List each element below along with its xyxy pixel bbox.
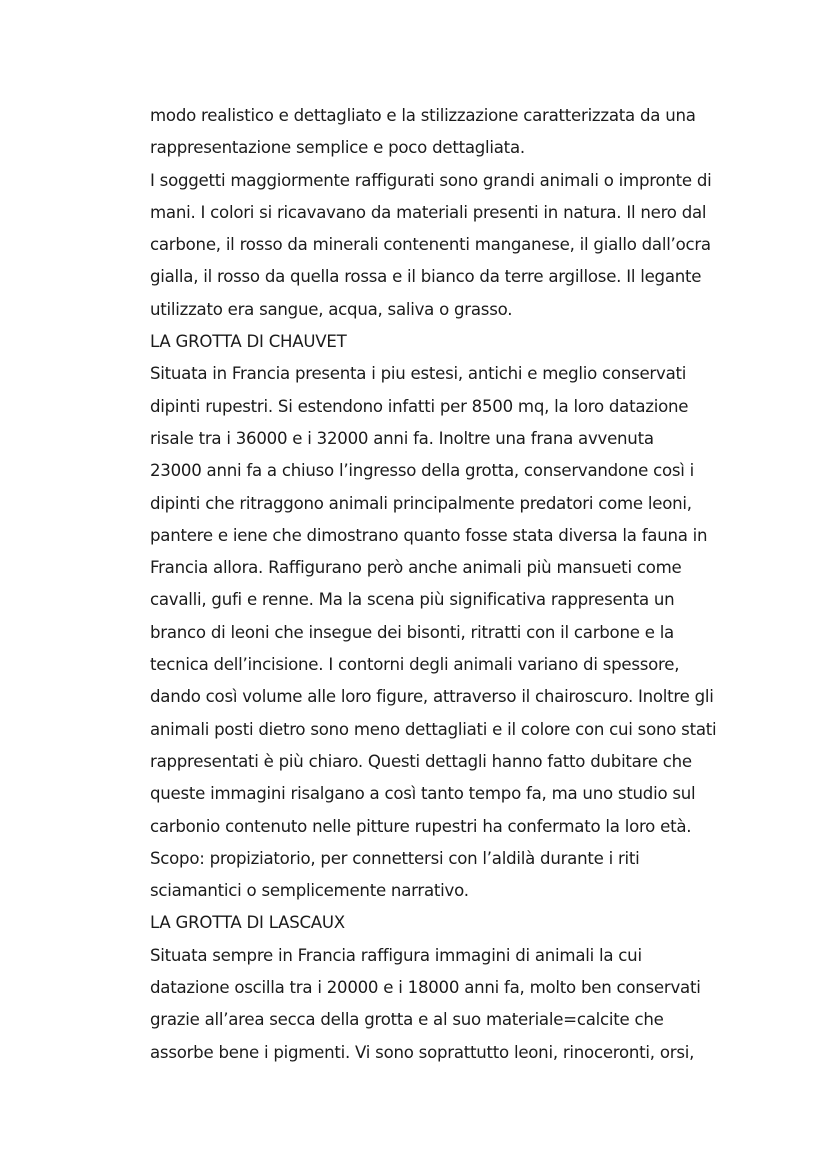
text-line: assorbe bene i pigmenti. Vi sono soprattutto leoni, rinoceronti, orsi, (150, 1042, 695, 1062)
text-line: utilizzato era sangue, acqua, saliva o grasso. (150, 299, 513, 319)
text-line: Situata in Francia presenta i piu estesi, antichi e meglio conservati (150, 364, 687, 384)
text-line: dipinti rupestri. Si estendono infatti per 8500 mq, la loro datazione (150, 396, 689, 416)
text-line: modo realistico e dettagliato e la stilizzazione caratterizzata da una (150, 106, 696, 125)
text-line: gialla, il rosso da quella rossa e il bianco da terre argillose. Il legante (150, 267, 702, 287)
text-line: 23000 anni fa a chiuso l’ingresso della grotta, conservandone così i (150, 461, 695, 481)
text-line: LA GROTTA DI LASCAUX (150, 913, 345, 933)
text-line: carbone, il rosso da minerali contenenti manganese, il giallo dall’ocra (150, 235, 711, 255)
document-body (150, 100, 750, 1069)
text-line: mani. I colori si ricavavano da materiali presenti in natura. Il nero dal (150, 202, 707, 222)
text-line: Francia allora. Raffigurano però anche animali più mansueti come (150, 558, 682, 578)
text-line: Scopo: propiziatorio, per connettersi con l’aldilà durante i riti (150, 848, 640, 868)
text-line: rappresentati è più chiaro. Questi dettagli hanno fatto dubitare che (150, 751, 692, 771)
text-line: LA GROTTA DI CHAUVET (150, 332, 347, 352)
text-line: cavalli, gufi e renne. Ma la scena più significativa rappresenta un (150, 590, 675, 610)
text-line: Situata sempre in Francia raffigura immagini di animali la cui (150, 945, 642, 965)
text-line: sciamantici o semplicemente narrativo. (150, 881, 469, 901)
text-line: I soggetti maggiormente raffigurati sono grandi animali o impronte di (150, 170, 712, 190)
text-line: branco di leoni che insegue dei bisonti, ritratti con il carbone e la (150, 622, 674, 642)
text-line: grazie all’area secca della grotta e al suo materiale=calcite che (150, 1010, 664, 1030)
text-line: risale tra i 36000 e i 32000 anni fa. Inoltre una frana avvenuta (150, 428, 654, 448)
text-line: rappresentazione semplice e poco dettagliata. (150, 138, 525, 158)
text-line: animali posti dietro sono meno dettagliati e il colore con cui sono stati (150, 719, 717, 739)
text-line: tecnica dell’incisione. I contorni degli animali variano di spessore, (150, 655, 680, 675)
text-line: dipinti che ritraggono animali principalmente predatori come leoni, (150, 493, 692, 513)
text-line: queste immagini risalgano a così tanto tempo fa, ma uno studio sul (150, 784, 696, 804)
text-line: carbonio contenuto nelle pitture rupestri ha confermato la loro età. (150, 816, 692, 836)
text-line: dando così volume alle loro figure, attraverso il chairoscuro. Inoltre gli (150, 687, 714, 707)
text-line: datazione oscilla tra i 20000 e i 18000 anni fa, molto ben conservati (150, 978, 701, 998)
text-line: pantere e iene che dimostrano quanto fosse stata diversa la fauna in (150, 525, 708, 545)
